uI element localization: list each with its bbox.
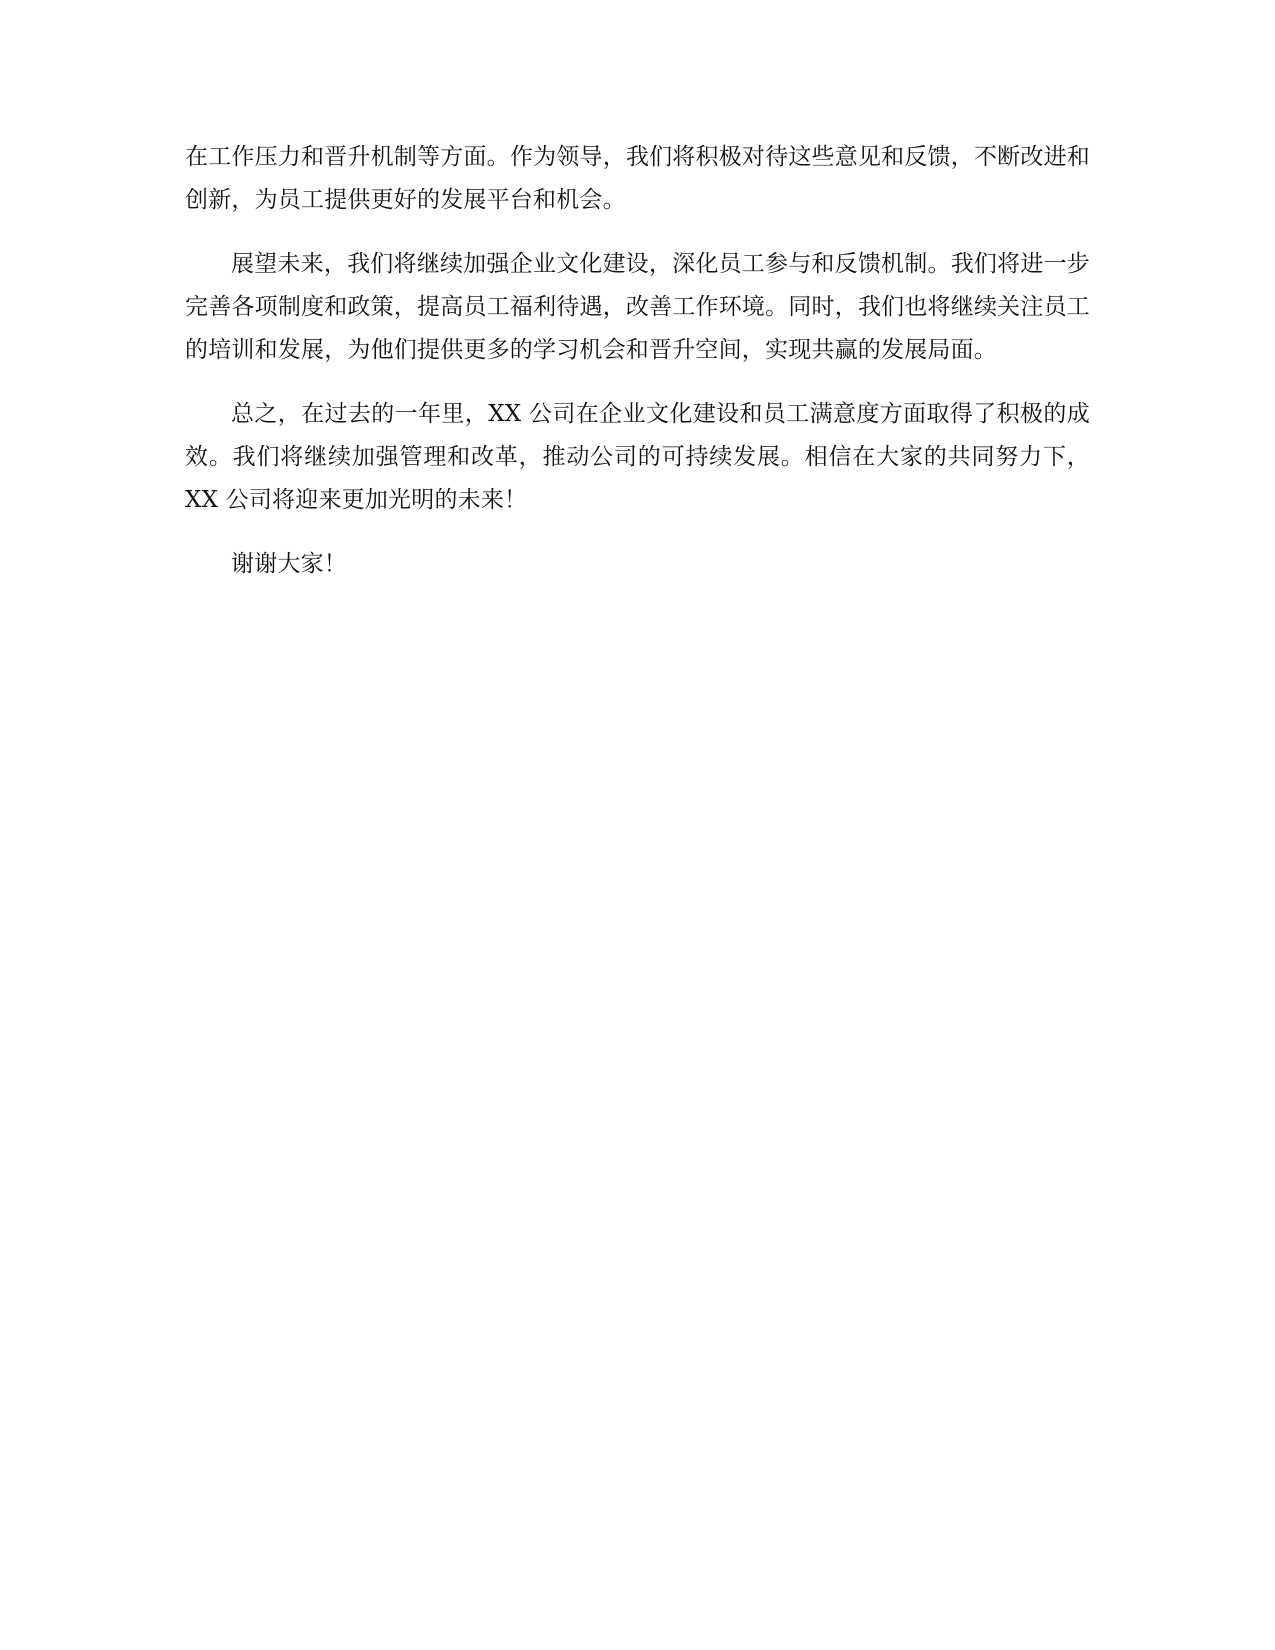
paragraph-thanks: 谢谢大家！ xyxy=(231,551,347,577)
paragraph-outlook: 展望未来，我们将继续加强企业文化建设，深化员工参与和反馈机制。我们将进一步完善各项制度和政策，提高员工福利待遇，改善工作环境。同时，我们也将继续关注员工的培训和发展，为他们提供更多的学习机会和晋升空间，实现共赢的发展局面。 xyxy=(185,251,1090,363)
paragraph-summary: 总之，在过去的一年里，XX 公司在企业文化建设和员工满意度方面取得了积极的成效。我们将继续加强管理和改革，推动公司的可持续发展。相信在大家的共同努力下，XX 公司将迎来更加光明的未来！ xyxy=(185,401,1090,513)
document-body xyxy=(185,136,1090,607)
paragraph-continuation: 在工作压力和晋升机制等方面。作为领导，我们将积极对待这些意见和反馈，不断改进和创新，为员工提供更好的发展平台和机会。 xyxy=(185,144,1090,213)
